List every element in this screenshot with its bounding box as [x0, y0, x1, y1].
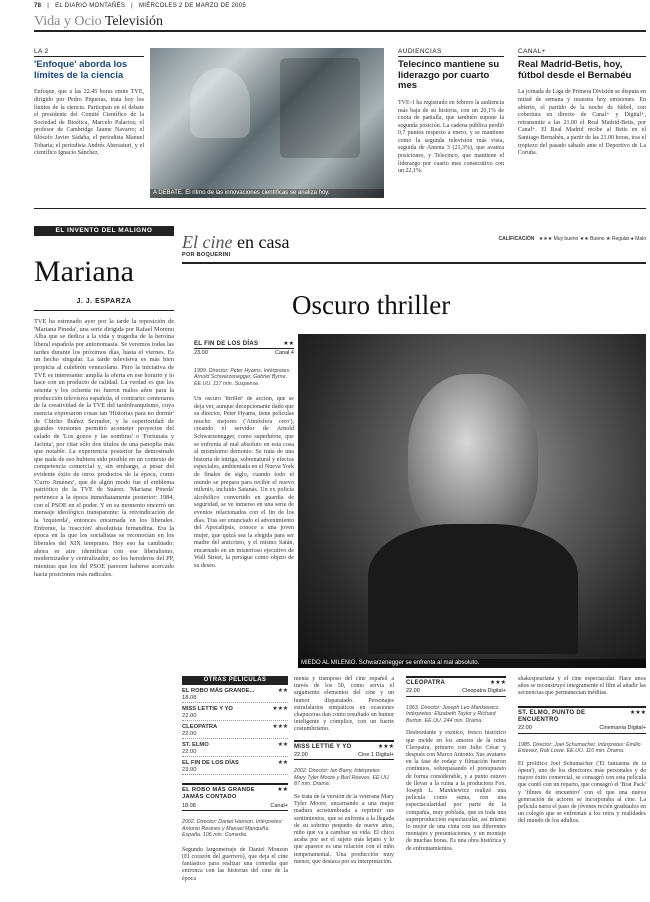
middle-channel: Cine 1 Digital+ [358, 752, 394, 759]
otras-item-title: MISS LETTIE Y YO [182, 706, 233, 712]
cleo-time: 22.00 [406, 688, 420, 695]
otras-item-title: EL ROBO MÁS GRANDE... [182, 688, 255, 694]
otras-item [182, 688, 288, 703]
box-title: EL FIN DE LOS DÍAS [194, 341, 259, 347]
right-stars: ★★★ [629, 709, 646, 716]
box-time: 23.00 [194, 350, 208, 357]
cleo-channel: Cleopatra Digital+ [462, 688, 506, 695]
middle-stars: ★★★ [377, 743, 394, 750]
otras-item [182, 724, 288, 739]
cine-header-bold: en casa [236, 232, 290, 252]
right-body1: shakespeariana y el cine espectacular. Hace unos años se reconstruyó íntegramente el film al añadir las secuencias que permanecían inéditas. [518, 676, 646, 697]
feature-stars: ★★ [277, 787, 288, 793]
cine-rule [182, 262, 646, 264]
otras-item-title: EL FIN DE LOS DÍAS [182, 760, 239, 766]
cine-byline: POR BOQUERINI [182, 252, 231, 258]
otras-item-stars: ★★ [277, 688, 288, 694]
middle-credits: 2002. Director: Ian Barry. Intérpretes: Mary Tyler Moore y Burl Reeves. EE.UU. 87 min. Drama. [294, 768, 391, 788]
schwarzenegger-photo [298, 334, 646, 668]
story-headline: 'Enfoque' aborda los límites de la ciencia [34, 59, 128, 81]
scientist-shape [190, 68, 250, 138]
otras-item-stars: ★★★ [272, 724, 288, 730]
middle-time: 22.00 [294, 752, 308, 759]
ratings-legend: CALIFICACIÓN ★★★ Muy bueno ★★ Bueno ★ Regular ● Malo [498, 236, 646, 242]
otras-item-stars: ★★ [277, 760, 288, 766]
otras-item-title: ST. ELMO [182, 742, 209, 748]
debate-photo [150, 48, 384, 198]
cine-review: Un oscuro 'thriller' de acción, que se deja ver, aunque decepcionante dado que su director, Peter Hyams, tiene películas mucho mejores ('Atmósfera cero'), creando el servidor de Arnold Schwarzenegger, como superhéroe, que se enfrenta al mal absoluto en esta cosa al mismísimo demonio. Se trata de una historia de intriga, sobrenatural y efectos especiales, ambientada en el Nueva York de finales de siglo, cuando todo el mundo se prepara para recibir el nuevo milenio, incluido Satanás. Un ex policía alcohólico convertido en guardia de seguridad, se ve inmerso en una serie de eventos relacionados con el fin de los días. Tras ser enunciado el advenimiento del Apocalipsis, conoce a una joven mujer, que quizá sea la elegida para ser madre del anticristo, y el mismo Satán, encarnado en un misterioso ejecutivo de Wall Street, la persigue como objeto de su deseo. [194, 396, 294, 570]
box-channel: Canal 4 [275, 350, 294, 357]
feature-credits: 2002. Director: Daniel Hanson. Intérpretes: Antonio Resines y Manuel Manquiña. España. 106 min. Comedia. [182, 819, 283, 839]
column-author: J. J. ESPARZA [76, 298, 132, 305]
otras-item-time: 18.08 [182, 695, 197, 701]
otras-item-time: 23.00 [182, 767, 197, 773]
box-credits: 1999. Director: Peter Hyams. Intérpretes: Arnold Schwarzenegger, Gabriel Byrne. EE.UU. 117 min. Suspense. [194, 367, 291, 387]
section-light: Vida y Ocio [34, 14, 102, 29]
otras-item-stars: ★★★ [272, 706, 288, 712]
story-kicker: AUDIENCIAS [398, 48, 504, 57]
cleopatra-column [406, 676, 506, 898]
face-shape [408, 374, 538, 544]
rating-1: Bueno [590, 236, 605, 242]
feature-channel: Canal+ [270, 802, 288, 809]
folio-number: 78 [34, 3, 42, 9]
otras-item [182, 760, 288, 775]
story-headline: Real Madrid-Betis, hoy, fútbol desde el Bernabéu [518, 59, 632, 81]
section-bold: Televisión [104, 14, 163, 29]
feature-time: 18.08 [182, 802, 196, 809]
otras-header: OTRAS PELÍCULAS [182, 676, 288, 685]
feature-body: Segundo largometraje de Daniel Monzón (El corazón del guerrero), que deja el cine fantástico para realizar una comedia que entronca con las historias del cine de la época [182, 846, 288, 882]
middle-body1: menta y tramposo del cine español a través de los 50, como servía el argumento elementos del cine y un humor disparatado. Personajes estrafalarios simpáticos en ocasiones chapuceras dan como resultado un humor inteligente y cómplice, con un fuerte costumbrismo. [294, 676, 394, 733]
right-time: 22.00 [518, 725, 532, 732]
middle-body2: Se trata de la versión de la veterana Mary Tyler Moore, encarnando a una mujer madura acostumbrada a reprimir sus sentimientos, que se enfrenta a la llegada de su sobrino pequeño de nueve años, niño que va a cambiar su vida. El chico acaba por ser el sujeto más lejano y lo que aparece es una relación con el niño temperamental. Una producción muy menor, que destaca por su interpretación. [294, 793, 394, 865]
page-date: MIÉRCOLES 2 DE MARZO DE 2005 [138, 3, 247, 9]
rating-2: Regular [611, 236, 630, 242]
rating-3: Malo [635, 236, 646, 242]
otras-item-time: 22.00 [182, 731, 197, 737]
story-body: TVE-1 ha registrado en febrero la audiencia más baja de su historia, con un 20,1% de cuota de pantalla, que también supone la segunda posición. La cadena pública perdió 0,7 puntos respecto a enero, y se mantiene como la segunda televisión más vista, seguida de Antena 3 (21,3%), que avanza posiciones, y Telecinco, que mantiene el liderazgo por cuarto mes consecutivo con un 22,1%. [398, 99, 504, 175]
right-channel: Cinemanía Digital+ [599, 725, 646, 732]
right-column [518, 676, 646, 861]
film-box [194, 341, 294, 388]
column-body: TVE ha estrenado ayer por la tarde la reposición de 'Mariana Pineda', una serie dirigida por Rafael Moreno Alba que se dedica a la vida y tragedia de la heroína liberal española por antonomasia. Se veremos todas las tardes durante los próximos días, hasta el viernes. Es un hecho singular. La tarde televisiva es más bien propicia al culebrón venezolano. Pero la iniciativa de TVE es interesante: amplía la oferta en ese horario y lo hace con un producto de calidad. La verdad es que los setenta y los ochenta no fueron malos años para la producción televisiva española, el contrario: centenares de la creatividad de la TVE del tardofranquismo, cuya esencia expresaron cosas tan 'Historias para no dormir' de Chicho Ibáñez Serrador, y la superioridad de grandes versiones permitió acometer proyectos del calado de 'Los gozos y las sombras' o 'Fortunata y Jacinta', por citar sólo dos títulos de una panoplia más que notable. La experiencia posterior ha demostrado que nada de eso hubiera sido posible en un contexto de competencia comercial y, sin embargo, a pesar del evidente éxito de otros productos de la época, como 'Curro Jiménez', que de algún modo fue el emblema patriótico de la TVE de Suárez. 'Mariana Pineda' pertenece a la época inmediatamente posterior: 1984, con el PSOE en el poder. Y en su momento encerró un mensaje ideológico transparente: la reivindicación de la 'izquierda', entonces encarnada en los liberales. Enfrente, la 'reacción' absolutista fernandina. Era la época en la que los socialistas se reconocían en los liberales del XIX temprano. Hoy eso ha cambiado: ahora es aire identificar con ese liberalismo, modernizador y centralizador, no los herederos del PP, mientras que los del PSOE parecen haberse acercado hacia posiciones más radicales. [34, 318, 174, 578]
story-audiencias [398, 48, 504, 176]
story-body: Enfoque, que a las 22.45 horas emite TVE, dirigido por Pedro Piqueras, trata hoy los límites de la ciencia. Participan en el debate el presidente del Comité Científico de la Sociedad de Bioética, Marcelo Palacios; el profesor de Cambridge Jaume Navarro; el filósofo Javier Sádaba, el periodista Manuel Toharia; el periodista Andrés Aberasturi, y el científico Ignacio Sánchez. [34, 89, 144, 157]
box-stars: ★★ [283, 341, 294, 347]
middle-title: MISS LETTIE Y YO [294, 743, 352, 750]
right-body2: El prolífico Joel Schumacher ('El fantasma de la ópera'), uno de los directores más personales y de mayor éxito comercial, se consagró con esta película que contó con un reparto, que consagró el 'Brat Pack' y 'filmes de encuentro' con el que una nueva generación de actores se incorporaba al cine. La película narra el paso de jóvenes recién graduados en un colegio que se enfrentan a los retos y realidades del mundo de los adultos. [518, 760, 646, 825]
column-kicker: EL INVENTO DEL MALIGNO [34, 226, 174, 236]
cleo-credits: 1963. Director: Joseph Leo Mankiewicz. Intérpretes: Elizabeth Taylor y Richard Burton. EE.UU. 244 min. Drama. [406, 704, 500, 724]
otras-item-title: CLEOPATRA [182, 724, 218, 730]
cine-header [182, 232, 289, 252]
cine-photo-caption: MIEDO AL MILENIO. Schwarzenegger se enfrenta al mal absoluto. [298, 659, 646, 668]
otras-item [182, 742, 288, 757]
story-canal [518, 48, 646, 158]
otras-box [182, 676, 288, 887]
section-title [34, 14, 163, 30]
otras-item [182, 706, 288, 721]
otras-item-stars: ★★ [277, 742, 288, 748]
cine-header-light: El cine [182, 232, 233, 252]
microscope-shape [280, 58, 360, 158]
rating-0: Muy bueno [553, 236, 579, 242]
story-kicker: CANAL+ [518, 48, 646, 57]
ratings-label: CALIFICACIÓN [498, 236, 535, 242]
column-rule [34, 310, 174, 311]
cleo-body: Desbordante y exótico, fresco histórico que incide en los amores de la reina Cleopatra, primero con Julio César y después con Marco Antonio. Sus avatares en la fase de rodaje y filmación fueron continuos, sobrepasando el presupuesto de forma considerable, y a punto estuvo de llevar a la ruina a la productora Fox. Joseph L. Mankiewicz realizó una película como suma, con una espectacularidad por parte de la compañía, muy poblada, que es toda una superproducción espectacular, así mismo lo mejor de una cinta con sus diferentes montajes y presentaciones, y un montaje de muchas horas. Es una obra histórica y de enfrentamientos. [406, 730, 506, 852]
story-body: La jornada de Liga de Primera División se disputa en mitad de semana y muestra hoy emisiones. En abierto, el partido de la noche de fútbol, con cobertura en directo de Canal+ y Digital+, retransmite a las 21.00 el Real Madrid-Betis, por Canal+. El Real Madrid recibe al Betis en el Santiago Bernabéu, a partir de las 21.00 horas, tras el tropiezo del pasado sábado ante el Deportivo de La Coruña. [518, 89, 646, 157]
folio-line: 78 | EL DIARIO MONTAÑÉS | MIÉRCOLES 2 DE MARZO DE 2005 [34, 3, 247, 9]
feature-title: EL ROBO MÁS GRANDE JAMÁS CONTADO [182, 787, 255, 801]
section-rule [34, 30, 646, 32]
cleo-stars: ★★★ [489, 680, 506, 686]
otras-item-time: 22.00 [182, 713, 197, 719]
story-headline: Telecinco mantiene su liderazgo por cuarto mes [398, 59, 500, 92]
middle-column [294, 676, 394, 874]
story-enfoque [34, 48, 144, 158]
right-title: ST. ELMO, PUNTO DE ENCUENTRO [518, 709, 586, 724]
photo-caption: A DEBATE. El ritmo de las innovaciones científicas se analiza hoy. [150, 189, 384, 198]
shoulder-shape [368, 524, 578, 654]
otras-item-time: 22.00 [182, 749, 197, 755]
story-kicker: LA 2 [34, 48, 144, 57]
divider-rule [34, 208, 646, 209]
column-title: Mariana [34, 255, 134, 288]
cleo-title: CLEOPATRA [406, 680, 446, 686]
right-credits: 1985. Director: Joel Schumacher. Intérpretes: Emilio Estevez, Rob Lowe. EE.UU. 110 min. Drama. [518, 741, 641, 755]
cine-title: Oscuro thriller [292, 290, 451, 320]
masthead: EL DIARIO MONTAÑÉS [55, 3, 126, 9]
